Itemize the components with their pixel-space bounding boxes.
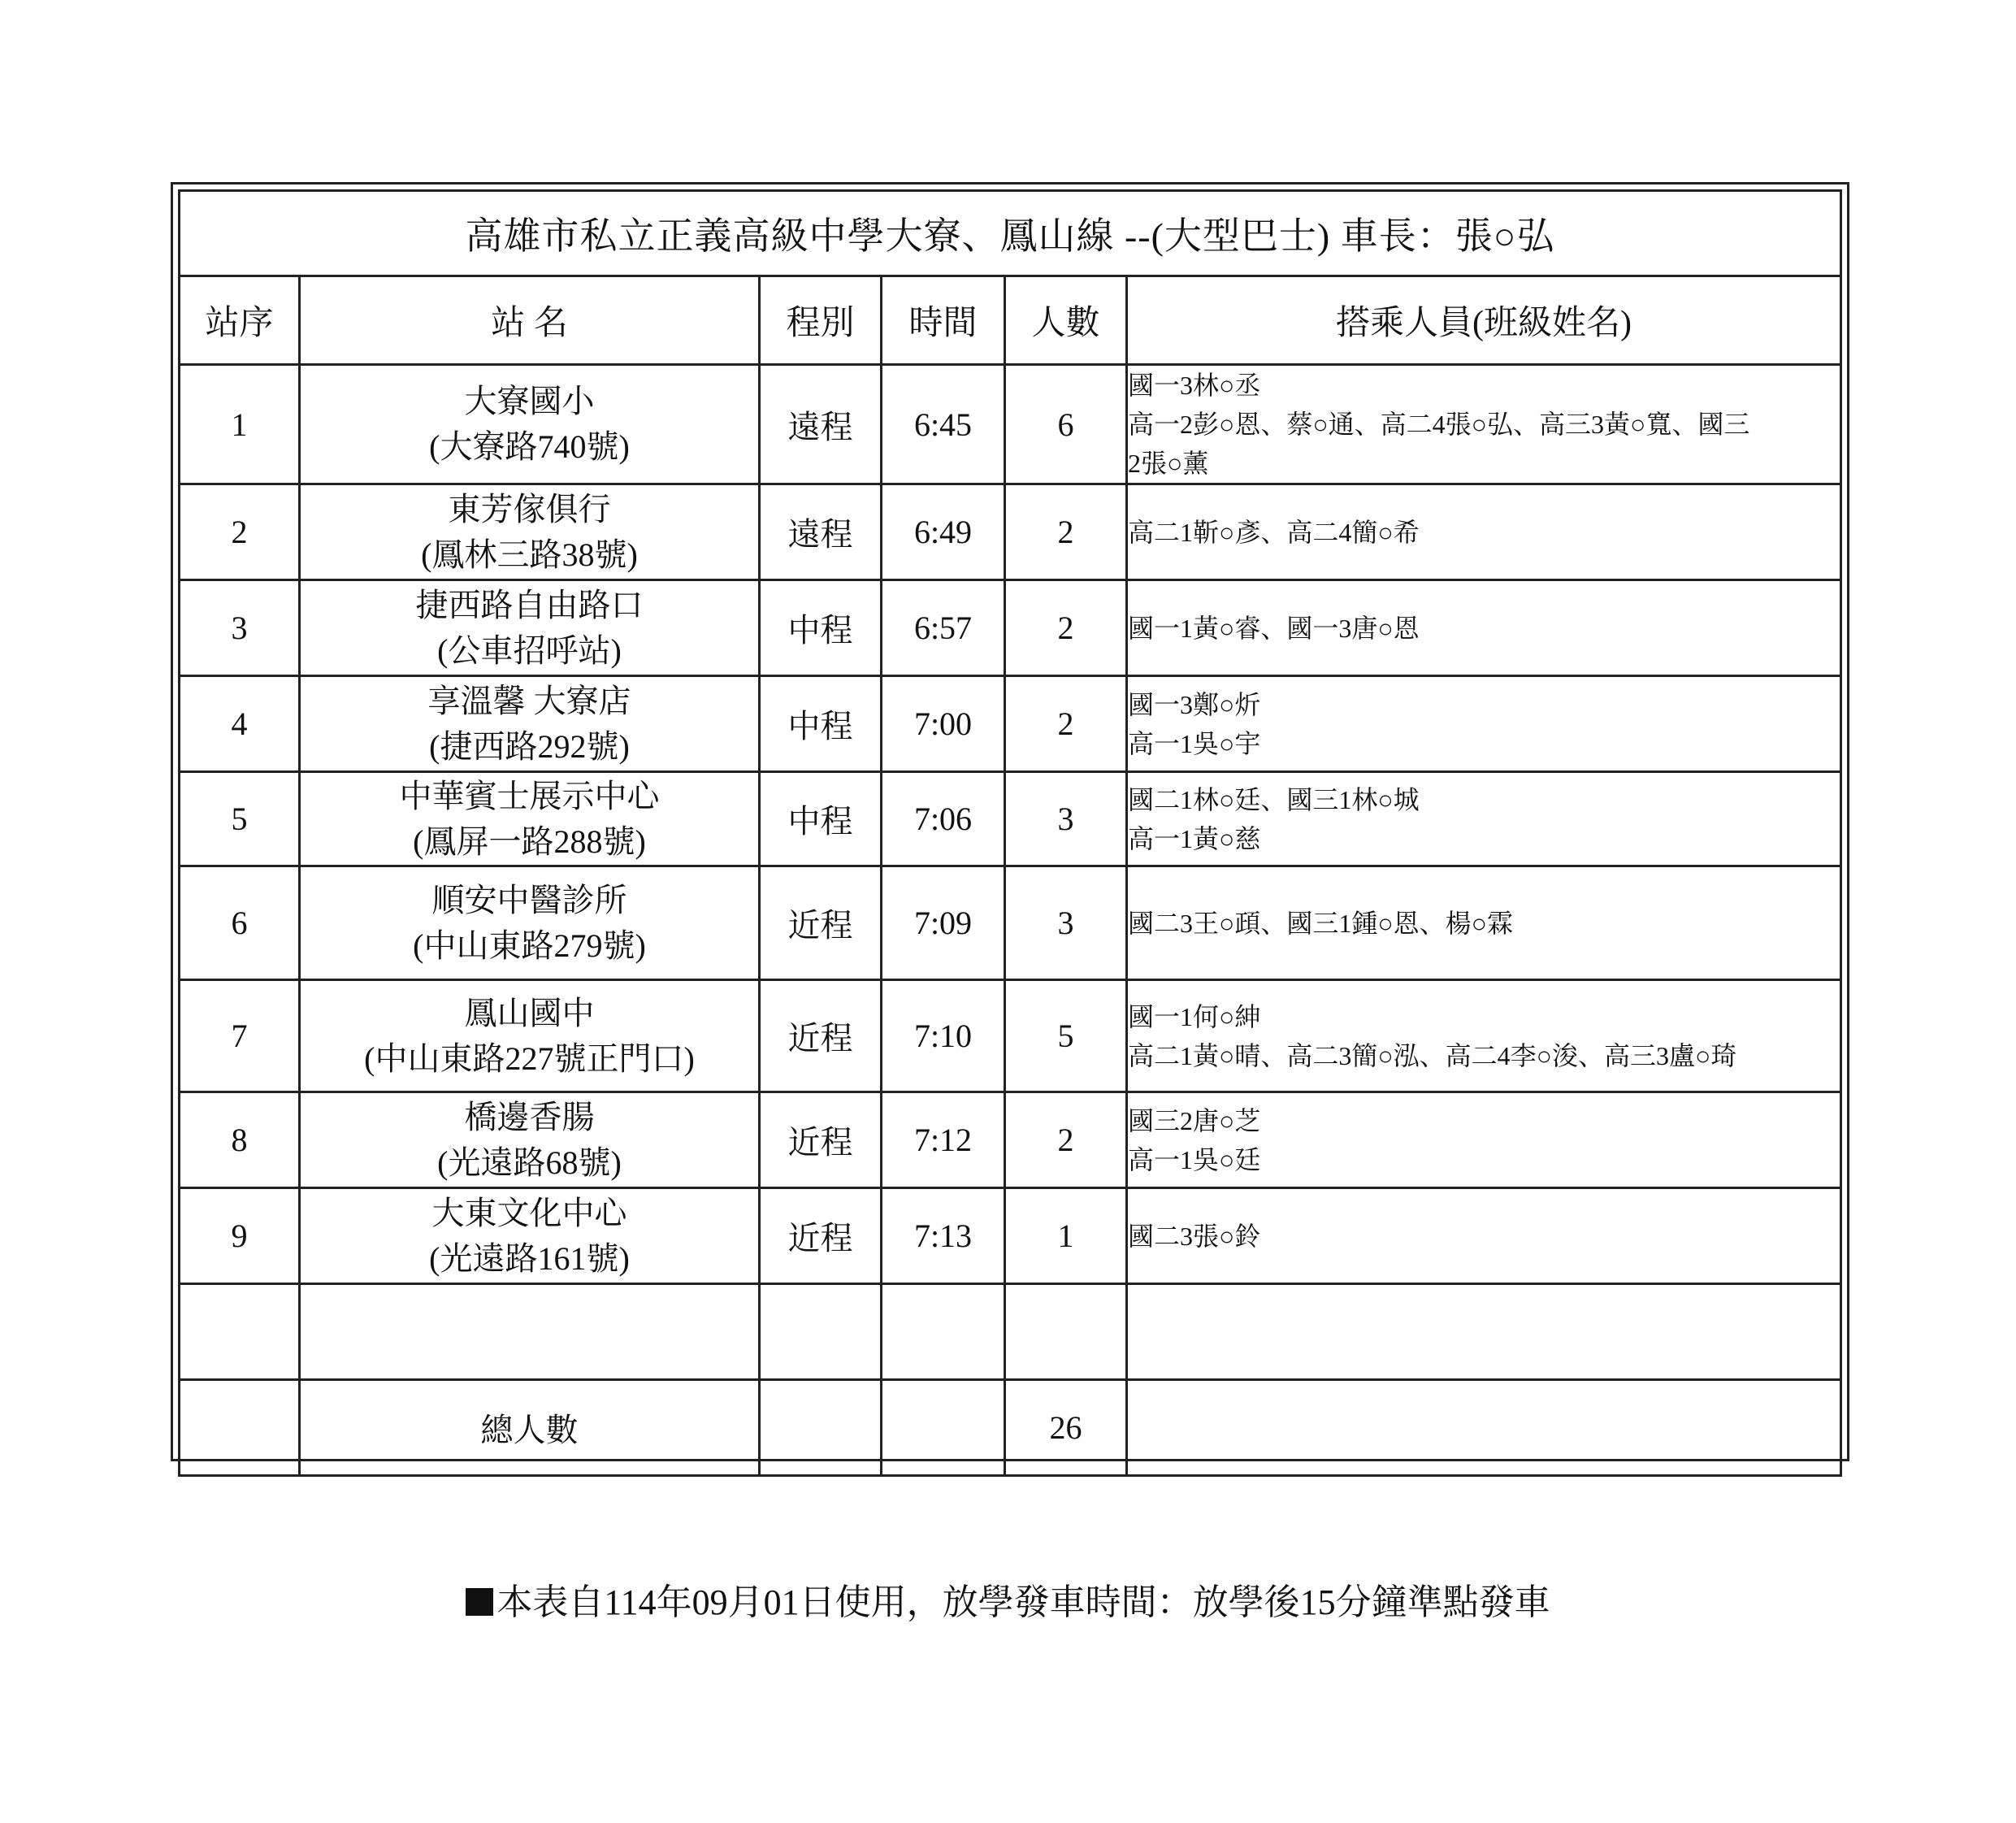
stop-name-cell	[300, 484, 760, 580]
stop-address: (大寮路740號)	[429, 428, 630, 465]
rider-line: 國一3鄭○炘	[1128, 689, 1261, 719]
footnote	[0, 1573, 2016, 1625]
stop-route-type: 中程	[760, 580, 882, 676]
rider-line: 國二3王○頙、國三1鍾○恩、楊○霖	[1128, 908, 1513, 938]
empty-cell	[180, 1380, 300, 1476]
empty-cell	[300, 1284, 760, 1380]
stop-seq: 3	[180, 580, 300, 676]
header-row	[180, 276, 1841, 365]
stop-seq: 9	[180, 1188, 300, 1284]
stop-address: (鳳林三路38號)	[421, 536, 638, 573]
total-count: 26	[1005, 1380, 1127, 1476]
stop-seq: 8	[180, 1092, 300, 1188]
stop-count: 3	[1005, 772, 1127, 866]
stop-address: (鳳屏一路288號)	[413, 823, 646, 860]
stop-name: 東芳傢俱行	[448, 490, 611, 527]
stop-count: 2	[1005, 1092, 1127, 1188]
table-row-stop-5	[180, 772, 1841, 866]
header-route-type: 程別	[760, 276, 882, 365]
stop-name: 大東文化中心	[431, 1194, 627, 1231]
empty-cell	[1127, 1380, 1841, 1476]
stop-time: 6:49	[882, 484, 1005, 580]
stop-count: 1	[1005, 1188, 1127, 1284]
stop-name-cell	[300, 365, 760, 484]
stop-riders	[1127, 772, 1841, 866]
empty-cell	[760, 1380, 882, 1476]
empty-cell	[760, 1284, 882, 1380]
stop-name: 鳳山國中	[464, 994, 595, 1031]
stop-address: (公車招呼站)	[437, 632, 622, 669]
stop-route-type: 近程	[760, 1092, 882, 1188]
table-row-stop-3	[180, 580, 1841, 676]
stop-seq: 7	[180, 980, 300, 1092]
bus-route-table	[178, 189, 1842, 1477]
table-row-stop-4	[180, 676, 1841, 772]
stop-time: 7:10	[882, 980, 1005, 1092]
stop-count: 3	[1005, 866, 1127, 980]
stop-seq: 2	[180, 484, 300, 580]
stop-address: (光遠路68號)	[437, 1144, 622, 1181]
stop-name: 大寮國小	[464, 383, 595, 419]
rider-line: 高二1黃○晴、高二3簡○泓、高二4李○浚、高三3盧○琦	[1128, 1040, 1737, 1070]
rider-line: 國一1何○紳	[1128, 1001, 1261, 1031]
stop-riders	[1127, 980, 1841, 1092]
empty-cell	[180, 1284, 300, 1380]
rider-line: 國二1林○廷、國三1林○城	[1128, 784, 1420, 814]
stop-riders	[1127, 1188, 1841, 1284]
rider-line: 國一1黃○睿、國一3唐○恩	[1128, 613, 1420, 643]
header-stop-name: 站 名	[300, 276, 760, 365]
stop-time: 7:12	[882, 1092, 1005, 1188]
stop-riders	[1127, 484, 1841, 580]
header-time: 時間	[882, 276, 1005, 365]
stop-riders	[1127, 866, 1841, 980]
stop-name-cell	[300, 866, 760, 980]
stop-time: 6:57	[882, 580, 1005, 676]
table-row-empty	[180, 1284, 1841, 1380]
stop-count: 2	[1005, 676, 1127, 772]
stop-name-cell	[300, 1092, 760, 1188]
stop-name: 捷西路自由路口	[415, 586, 644, 623]
bus-route-sheet	[171, 182, 1849, 1461]
table-title: 高雄市私立正義高級中學大寮、鳳山線 --(大型巴士) 車長：張○弘	[180, 191, 1841, 276]
stop-address: (光遠路161號)	[429, 1239, 630, 1277]
stop-name: 中華賓士展示中心	[399, 777, 660, 814]
table-row-total	[180, 1380, 1841, 1476]
stop-route-type: 近程	[760, 866, 882, 980]
header-riders: 搭乘人員(班級姓名)	[1127, 276, 1841, 365]
stop-route-type: 近程	[760, 1188, 882, 1284]
stop-address: (捷西路292號)	[429, 727, 630, 765]
stop-name-cell	[300, 676, 760, 772]
rider-line: 高一1吳○廷	[1128, 1144, 1261, 1174]
stop-route-type: 中程	[760, 676, 882, 772]
stop-count: 2	[1005, 580, 1127, 676]
stop-route-type: 近程	[760, 980, 882, 1092]
stop-route-type: 遠程	[760, 365, 882, 484]
stop-riders	[1127, 1092, 1841, 1188]
stop-address: (中山東路279號)	[413, 927, 646, 964]
rider-line: 國一3林○丞	[1128, 371, 1261, 400]
rider-line: 國二3張○鈴	[1128, 1221, 1261, 1251]
stop-riders	[1127, 580, 1841, 676]
stop-count: 6	[1005, 365, 1127, 484]
stop-name-cell	[300, 980, 760, 1092]
stop-time: 7:13	[882, 1188, 1005, 1284]
total-label: 總人數	[300, 1380, 760, 1476]
stop-time: 7:06	[882, 772, 1005, 866]
black-square-icon	[466, 1588, 493, 1616]
table-row-stop-6	[180, 866, 1841, 980]
stop-name-cell	[300, 772, 760, 866]
stop-count: 5	[1005, 980, 1127, 1092]
stop-route-type: 中程	[760, 772, 882, 866]
table-row-stop-2	[180, 484, 1841, 580]
table-row-stop-9	[180, 1188, 1841, 1284]
stop-riders	[1127, 676, 1841, 772]
empty-cell	[1127, 1284, 1841, 1380]
empty-cell	[882, 1380, 1005, 1476]
rider-line: 國三2唐○芝	[1128, 1105, 1261, 1135]
stop-route-type: 遠程	[760, 484, 882, 580]
stop-name: 橋邊香腸	[464, 1098, 595, 1135]
empty-cell	[1005, 1284, 1127, 1380]
rider-line: 2張○薰	[1128, 449, 1209, 478]
table-row-stop-1	[180, 365, 1841, 484]
stop-count: 2	[1005, 484, 1127, 580]
stop-seq: 4	[180, 676, 300, 772]
stop-name: 享溫馨 大寮店	[427, 682, 631, 719]
rider-line: 高一1吳○宇	[1128, 728, 1261, 758]
empty-cell	[882, 1284, 1005, 1380]
table-row-stop-8	[180, 1092, 1841, 1188]
rider-line: 高二1靳○彥、高二4簡○希	[1128, 517, 1420, 547]
stop-riders	[1127, 365, 1841, 484]
stop-seq: 1	[180, 365, 300, 484]
header-seq: 站序	[180, 276, 300, 365]
stop-name-cell	[300, 580, 760, 676]
stop-seq: 6	[180, 866, 300, 980]
stop-time: 6:45	[882, 365, 1005, 484]
stop-address: (中山東路227號正門口)	[364, 1040, 695, 1077]
stop-time: 7:09	[882, 866, 1005, 980]
rider-line: 高一1黃○慈	[1128, 823, 1261, 853]
table-row-stop-7	[180, 980, 1841, 1092]
stop-time: 7:00	[882, 676, 1005, 772]
header-count: 人數	[1005, 276, 1127, 365]
rider-line: 高一2彭○恩、蔡○通、高二4張○弘、高三3黃○寬、國三	[1128, 410, 1750, 439]
footnote-text: 本表自114年09月01日使用，放學發車時間：放學後15分鐘準點發車	[496, 1582, 1550, 1622]
stop-seq: 5	[180, 772, 300, 866]
stop-name-cell	[300, 1188, 760, 1284]
stop-name: 順安中醫診所	[431, 881, 627, 918]
